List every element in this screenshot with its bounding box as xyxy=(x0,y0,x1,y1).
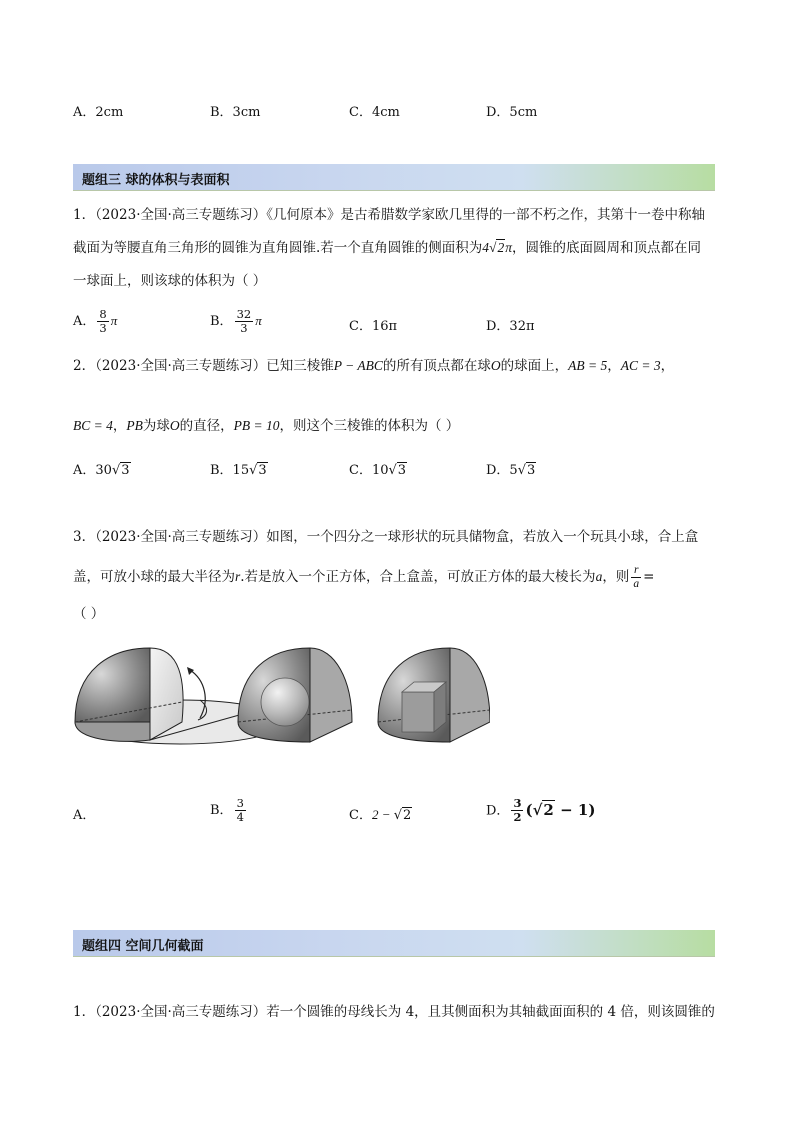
option-c: C．2 − √2 xyxy=(349,807,412,823)
figure-with-ball xyxy=(238,648,352,742)
option-d: D．32π xyxy=(486,319,535,334)
question-text: 1．（2023·全国·高三专题练习）若一个圆锥的母线长为 4，且其侧面积为其轴截面面积的 4 倍，则该圆锥的 xyxy=(73,1004,715,1020)
section-title: 题组四 空间几何截面 xyxy=(82,939,204,954)
section-title: 题组三 球的体积与表面积 xyxy=(82,173,230,188)
option-a: A．2cm xyxy=(73,105,124,120)
option-b: B．15√3 xyxy=(210,463,267,478)
question-text: 1．（2023·全国·高三专题练习）《几何原本》是古希腊数学家欧几里得的一部不朽之作，其第十一卷中称轴 xyxy=(73,207,706,223)
option-a: A．30√3 xyxy=(73,463,130,478)
option-d: D．5√3 xyxy=(486,463,536,478)
option-a: A． xyxy=(73,808,96,823)
option-d: D．5cm xyxy=(486,105,538,120)
option-b: B． $\frac{32}{3}$ π xyxy=(210,307,262,335)
question-text: 一球面上，则该球的体积为（ ） xyxy=(73,273,267,289)
question-text: （ ） xyxy=(73,606,105,622)
section-header xyxy=(73,164,715,191)
option-a: A． $\frac{8}{3}$ π xyxy=(73,307,118,335)
option-c: C．4cm xyxy=(349,105,400,120)
option-c: C．16π xyxy=(349,319,398,334)
figure-with-cube xyxy=(378,648,490,742)
question-text: 盖，可放小球的最大半径为r.若是放入一个正方体，合上盒盖，可放正方体的最大棱长为a，则 $\frac{r}{a}$ = xyxy=(73,564,655,590)
section-header xyxy=(73,930,715,957)
sqrt-symbol: √2 xyxy=(489,240,505,255)
quarter-sphere-figures xyxy=(70,640,490,760)
option-b: B．3cm xyxy=(210,105,261,120)
option-d: D． $\frac{3}{2}$ (√2 − 1) xyxy=(486,796,596,824)
option-b: B． $\frac{3}{4}$ xyxy=(210,796,244,824)
question-text: 截面为等腰直角三角形的圆锥为直角圆锥.若一个直角圆锥的侧面积为4√2π，圆锥的底面圆周和顶点都在同 xyxy=(73,240,701,256)
question-text: 3．（2023·全国·高三专题练习）如图，一个四分之一球形状的玩具储物盒，若放入一个玩具小球，合上盒 xyxy=(73,529,699,545)
question-text: 2．（2023·全国·高三专题练习）已知三棱锥P − ABC的所有顶点都在球O的球面上，AB = 5，AC = 3， xyxy=(73,358,675,374)
question-text: BC = 4，PB为球O的直径，PB = 10，则这个三棱锥的体积为（ ） xyxy=(73,418,460,434)
option-c: C．10√3 xyxy=(349,463,407,478)
